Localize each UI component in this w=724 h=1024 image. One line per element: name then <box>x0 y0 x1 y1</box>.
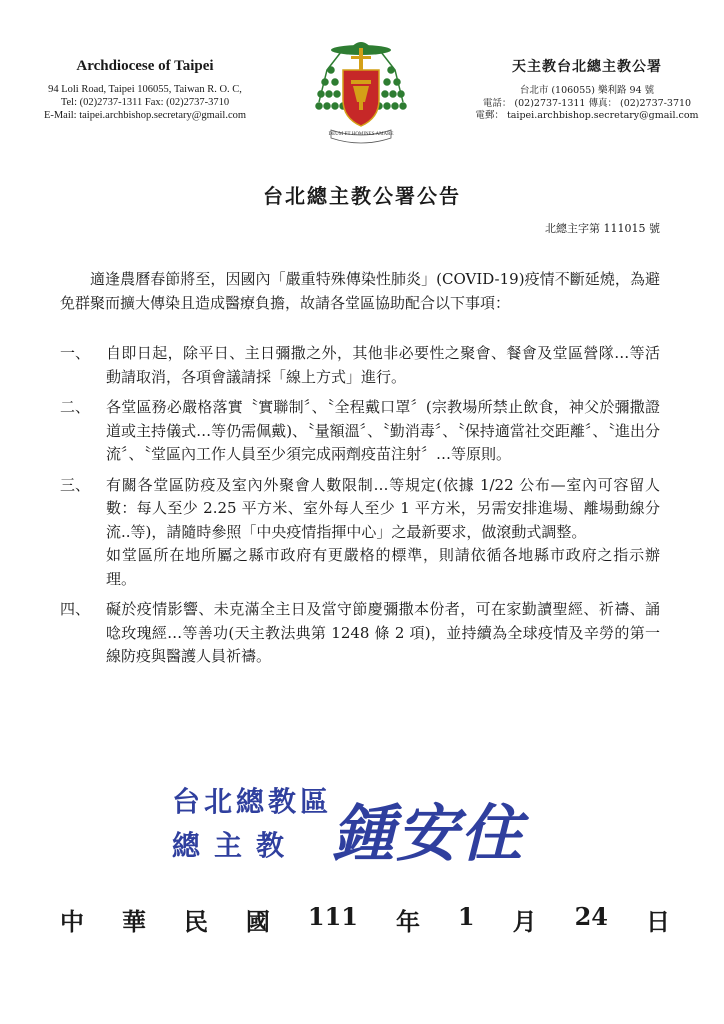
signature-stamp <box>172 780 532 870</box>
date-part: 月 <box>512 907 537 936</box>
date-part: 華 <box>121 907 146 936</box>
date-part: 日 <box>645 907 670 936</box>
item-text: 自即日起，除平日、主日彌撒之外，其他非必要性之聚會、餐會及堂區營隊…等活動請取消，各項會議請採「線上方式」進行。 <box>106 344 660 386</box>
date-part: 111 <box>307 902 358 931</box>
letterhead-chinese <box>472 56 702 123</box>
archdiocese-crest <box>313 30 409 148</box>
address-en: 94 Loli Road, Taipei 106055, Taiwan R. O. C, <box>48 84 242 95</box>
letterhead-english <box>30 58 260 122</box>
date-part: 中 <box>60 907 84 936</box>
phone-fax-en: Tel: (02)2737-1311 Fax: (02)2737-3710 <box>60 97 230 108</box>
signature-line2: 總主教 <box>172 829 299 862</box>
list-item <box>60 342 660 389</box>
date-part: 年 <box>395 907 420 936</box>
email-zh: 電郵： taipei.archbishop.secretary@gmail.com <box>475 110 699 121</box>
document-number: 北總主字第 111015 號 <box>545 222 660 235</box>
date-part: 民 <box>183 907 208 936</box>
date-part: 24 <box>574 902 608 931</box>
crest-motto: DEUM ET HOMINES AMARE <box>328 132 394 137</box>
signature-line1: 台北總教區 <box>172 785 333 818</box>
org-name-zh: 天主教台北總主教公署 <box>512 59 662 75</box>
crest-icon <box>313 30 409 148</box>
item-text: 有關各堂區防疫及室內外聚會人數限制…等規定(依據 1/22 公布—室內可容留人數：每人至少 2.25 平方米、室外每人至少 1 平方米，另需安排進場、離場動線分流..等)，請隨時參照「中央疫情指揮中心」之最新要求，做滾動式調整。 <box>106 475 660 541</box>
item-number: 一、 <box>60 344 91 362</box>
org-name-en: Archdiocese of Taipei <box>76 58 214 74</box>
item-text: 礙於疫情影響、未克滿全主日及當守節慶彌撒本份者，可在家勤讀聖經、祈禱、誦唸玫瑰經…等善功(天主教法典第 1248 條 2 項)，並持續為全球疫情及辛勞的第一線防疫與醫護人員祈禱。 <box>106 600 660 665</box>
item-number: 二、 <box>60 398 91 416</box>
issue-date <box>60 902 670 937</box>
intro-paragraph: 適逢農曆春節將至，因國內「嚴重特殊傳染性肺炎」(COVID-19)疫情不斷延燒，為避免群聚而擴大傳染且造成醫療負擔，故請各堂區協助配合以下事項： <box>60 270 660 312</box>
item-number: 四、 <box>60 600 91 618</box>
item-number: 三、 <box>60 475 91 494</box>
item-subparagraph: 如堂區所在地所屬之縣市政府有更嚴格的標準，則請依循各地縣市政府之指示辦理。 <box>106 546 660 588</box>
item-list <box>60 342 660 669</box>
email-en: E-Mail: taipei.archbishop.secretary@gmail.com <box>43 110 247 121</box>
signature-name: 鍾安住 <box>332 797 525 870</box>
date-part: 1 <box>457 902 475 931</box>
item-text: 各堂區務必嚴格落實〝實聯制〞、〝全程戴口罩〞(宗教場所禁止飲食，神父於彌撒證道或主持儀式…等仍需佩戴)、〝量額溫〞、〝勤消毒〞、〝保持適當社交距離〞、〝進出分流〞、〝堂區內工作人員至少須完成兩劑疫苗注射〞…等原則。 <box>106 398 660 463</box>
announcement-title: 台北總主教公署公告 <box>263 184 461 208</box>
list-item <box>60 598 660 669</box>
list-item <box>60 396 660 467</box>
date-part: 國 <box>245 907 270 936</box>
list-item <box>60 474 660 545</box>
address-zh: 台北市 (106055) 樂利路 94 號 <box>519 85 655 96</box>
phone-fax-zh: 電話： (02)2737-1311 傳真： (02)2737-3710 <box>482 97 692 109</box>
